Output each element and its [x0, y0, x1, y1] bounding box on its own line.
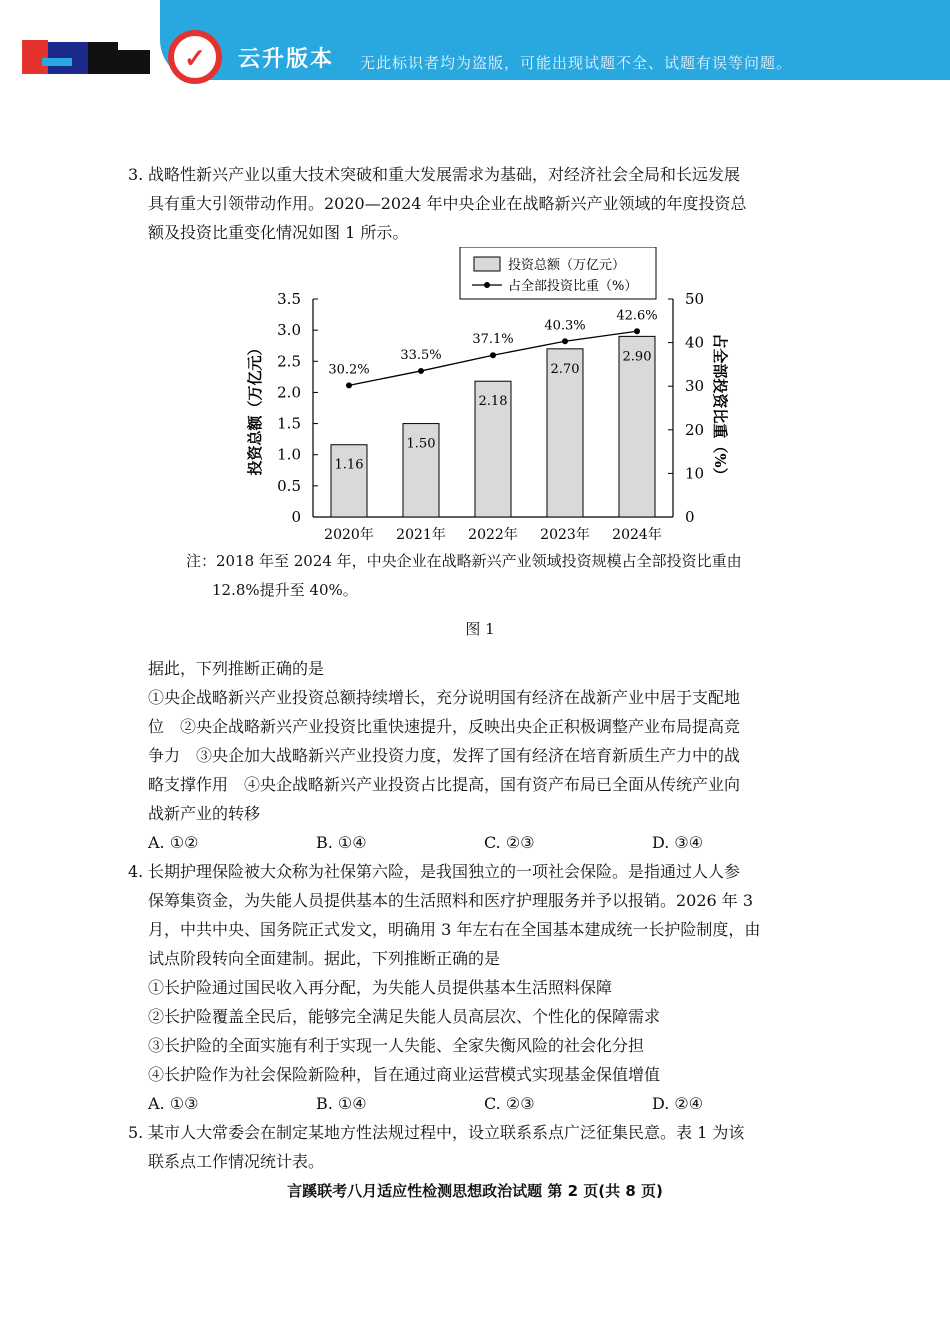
left-tick-label: 3.0 [277, 321, 301, 340]
bar-value-label: 2.18 [478, 394, 508, 410]
legend-line-marker [484, 282, 490, 288]
chart-svg [130, 247, 830, 547]
investment-chart [130, 247, 830, 547]
stem-line: 月，中共中央、国务院正式发文，明确用 3 年左右在全国基本建成统一长护险制度，由 [148, 920, 761, 939]
stem-line: 保筹集资金，为失能人员提供基本的生活照料和医疗护理服务并予以报销。2026 年 3 [148, 891, 754, 910]
page-footer: 言蹊联考八月适应性检测思想政治试题 第 2 页(共 8 页) [287, 1182, 663, 1200]
stem-line: 具有重大引领带动作用。2020—2024 年中央企业在战略新兴产业领域的年度投资总 [148, 194, 747, 213]
question-stem [130, 1118, 830, 1176]
statement-line: ①央企战略新兴产业投资总额持续增长，充分说明国有经济在战新产业中居于支配地 [148, 688, 741, 707]
share-value-label: 37.1% [472, 332, 514, 348]
bar-value-label: 2.90 [622, 349, 652, 365]
question-5 [130, 1118, 830, 1176]
statement-line: 位 ②央企战略新兴产业投资比重快速提升，反映出央企正积极调整产业布局提高竞 [148, 717, 741, 736]
option-b[interactable]: B. ①④ [316, 833, 367, 852]
left-tick-label: 1.0 [277, 445, 301, 464]
bar-value-label: 2.70 [550, 361, 580, 377]
right-tick-label: 40 [685, 333, 705, 352]
chart-note: 注：2018 年至 2024 年，中央企业在战略新兴产业领域投资规模占全部投资比重由 [186, 552, 742, 570]
statement-line: ③长护险的全面实施有利于实现一人失能、全家失衡风险的社会化分担 [148, 1036, 645, 1055]
option-c[interactable]: C. ②③ [484, 1094, 535, 1113]
statement-line: 争力 ③央企加大战略新兴产业投资力度，发挥了国有经济在培育新质生产力中的战 [148, 746, 741, 765]
stem-line: 额及投资比重变化情况如图 1 所示。 [148, 223, 409, 242]
question-stem [130, 857, 830, 973]
share-point [418, 368, 424, 374]
answer-options [130, 828, 830, 857]
answer-options [130, 1089, 830, 1118]
bar-value-label: 1.50 [406, 436, 436, 452]
statement-line: 战新产业的转移 [148, 804, 261, 823]
x-tick-label: 2021年 [396, 527, 446, 543]
banner-title: 云升版本 [238, 46, 335, 72]
share-point [490, 352, 496, 358]
legend-line-label: 占全部投资比重（%） [508, 279, 638, 294]
x-tick-label: 2023年 [540, 527, 590, 543]
question-4 [130, 857, 830, 1118]
share-value-label: 40.3% [544, 318, 586, 334]
option-a[interactable]: A. ①③ [148, 1094, 199, 1113]
chart-note-cont: 12.8%提升至 40%。 [212, 581, 358, 599]
question-3 [130, 160, 830, 857]
option-b[interactable]: B. ①④ [316, 1094, 367, 1113]
legend-bar-label: 投资总额（万亿元） [508, 258, 626, 273]
share-value-label: 42.6% [616, 308, 658, 324]
right-tick-label: 0 [685, 508, 695, 526]
bar-value-label: 1.16 [334, 457, 364, 473]
legend-bar-swatch [474, 257, 500, 271]
x-tick-label: 2024年 [612, 527, 662, 543]
statement-line: ②长护险覆盖全民后，能够完全满足失能人员高层次、个性化的保障需求 [148, 1007, 661, 1026]
statements [130, 683, 830, 828]
statement-line: 略支撑作用 ④央企战略新兴产业投资占比提高，国有资产布局已全面从传统产业向 [148, 775, 741, 794]
header-banner [0, 0, 950, 82]
question-number: 5. [128, 1123, 144, 1142]
page-content [130, 160, 830, 1176]
stem-line: 长期护理保险被大众称为社保第六险，是我国独立的一项社会保险。是指通过人人参 [148, 862, 741, 881]
banner-notice: 无此标识者均为盗版，可能出现试题不全、试题有误等问题。 [360, 54, 793, 72]
question-prompt: 据此，下列推断正确的是 [148, 659, 325, 678]
share-point [562, 338, 568, 344]
statement-line: ①长护险通过国民收入再分配，为失能人员提供基本生活照料保障 [148, 978, 613, 997]
share-point [346, 382, 352, 388]
share-value-label: 30.2% [328, 362, 370, 378]
question-stem [130, 160, 830, 247]
right-tick-label: 10 [685, 464, 705, 483]
x-tick-label: 2022年 [468, 527, 518, 543]
y-axis-label-left: 投资总额（万亿元） [246, 340, 264, 476]
option-a[interactable]: A. ①② [148, 833, 199, 852]
figure-caption: 图 1 [465, 620, 495, 638]
option-c[interactable]: C. ②③ [484, 833, 535, 852]
right-tick-label: 20 [685, 420, 705, 439]
left-tick-label: 0.5 [277, 476, 301, 495]
right-tick-label: 50 [685, 290, 705, 308]
question-number: 3. [128, 165, 144, 184]
share-point [634, 328, 640, 334]
stem-line: 联系点工作情况统计表。 [148, 1152, 325, 1171]
verified-badge-icon: ✓ [168, 30, 222, 84]
question-number: 4. [128, 862, 144, 881]
stem-line: 战略性新兴产业以重大技术突破和重大发展需求为基础，对经济社会全局和长远发展 [148, 165, 741, 184]
left-tick-label: 0 [291, 508, 301, 526]
option-d[interactable]: D. ②④ [652, 1094, 704, 1113]
statement-line: ④长护险作为社会保险新险种，旨在通过商业运营模式实现基金保值增值 [148, 1065, 661, 1084]
left-tick-label: 3.5 [277, 290, 301, 308]
left-tick-label: 2.5 [277, 352, 301, 371]
y-axis-label-right: 占全部投资比重（%） [711, 333, 729, 483]
bar [331, 445, 367, 517]
statements [130, 973, 830, 1089]
stem-line: 某市人大常委会在制定某地方性法规过程中，设立联系系点广泛征集民意。表 1 为该 [148, 1123, 745, 1142]
share-value-label: 33.5% [400, 347, 442, 363]
x-tick-label: 2020年 [324, 527, 374, 543]
brand-logo [18, 36, 153, 82]
stem-line: 试点阶段转向全面建制。据此，下列推断正确的是 [148, 949, 501, 968]
right-tick-label: 30 [685, 377, 705, 396]
left-tick-label: 1.5 [277, 414, 301, 433]
option-d[interactable]: D. ③④ [652, 833, 704, 852]
left-tick-label: 2.0 [277, 383, 301, 402]
